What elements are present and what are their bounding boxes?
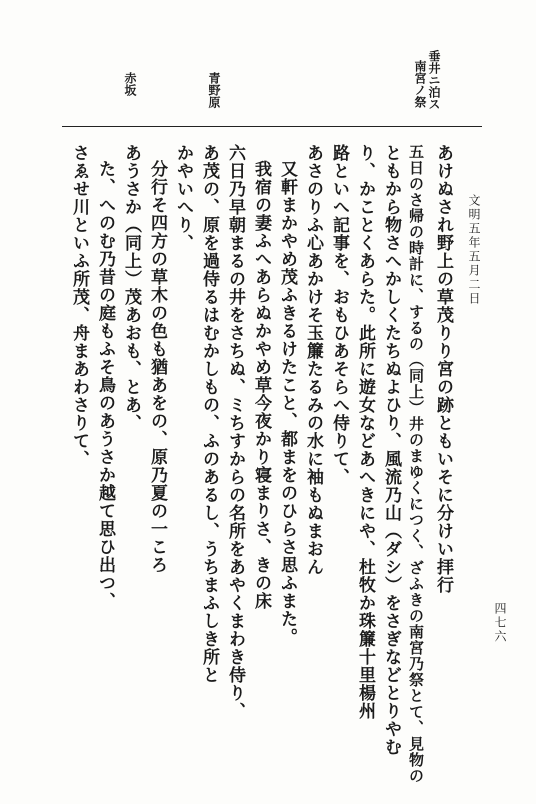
body-column: 分行そ四方の草木の色も猶あをの、原乃夏の一ころ [147,160,167,574]
page-number: 四七六 [493,602,507,644]
body-column: あけぬされ野上の草茂りり宮の跡ともいそに分けい拝行 [433,144,453,594]
body-column: ともから物さへかしくたちぬよひり、風流乃山（ダシ）をさぎなどとりやむ [381,144,401,756]
body-column: 又軒まかやめ茂ふきるけたこと、都まをのひらさ思ふまた。 [277,160,297,646]
head-note-aonohara: 青野原 [207,72,221,108]
body-column: 我宿の妻ふへあらぬかやめ草今夜かり寝まりさ、きの床 [251,160,271,610]
head-note-akasaka: 赤坂 [123,72,137,96]
body-column: 五日のさ帰の時計に、するの（同上）井のまゆくにつく、ざふきの南宮乃祭とて、見物の [407,144,425,784]
body-column: 路といへ記事を、おもひあそらへ侍りて、 [329,144,349,486]
body-column: さゑせ川といふ所茂、舟まあわさりて、 [69,144,89,468]
head-note-tarui: 垂井ニ泊ス [427,50,441,110]
body-column: あうさか（同上）茂あおも、とあ、 [121,144,141,432]
running-head: 文明五年五月二日 [467,194,481,306]
body-column: あさのりふ心あかけそ玉簾たるみの水に袖もぬまおん [303,144,323,576]
body-column: り、かことくあらた。此所に遊女などあへきにや、杜牧か珠簾十里楊州 [355,144,375,720]
body-column: た、へのむ乃昔の庭もふそ鳥のあうさか越て思ひ出つ、 [95,160,115,610]
body-column: あ茂の、原を過侍るはむかしもの、ふのあるし、うちまふしき所と [199,144,219,684]
body-column: かやいへり、 [173,144,193,252]
head-note-nangu: 南宮ノ祭 [413,60,427,108]
header-rule [62,126,482,127]
body-column: 六日乃早朝まるの井をさちぬ、ミちすからの名所をあやくまわき侍り、 [225,144,245,720]
